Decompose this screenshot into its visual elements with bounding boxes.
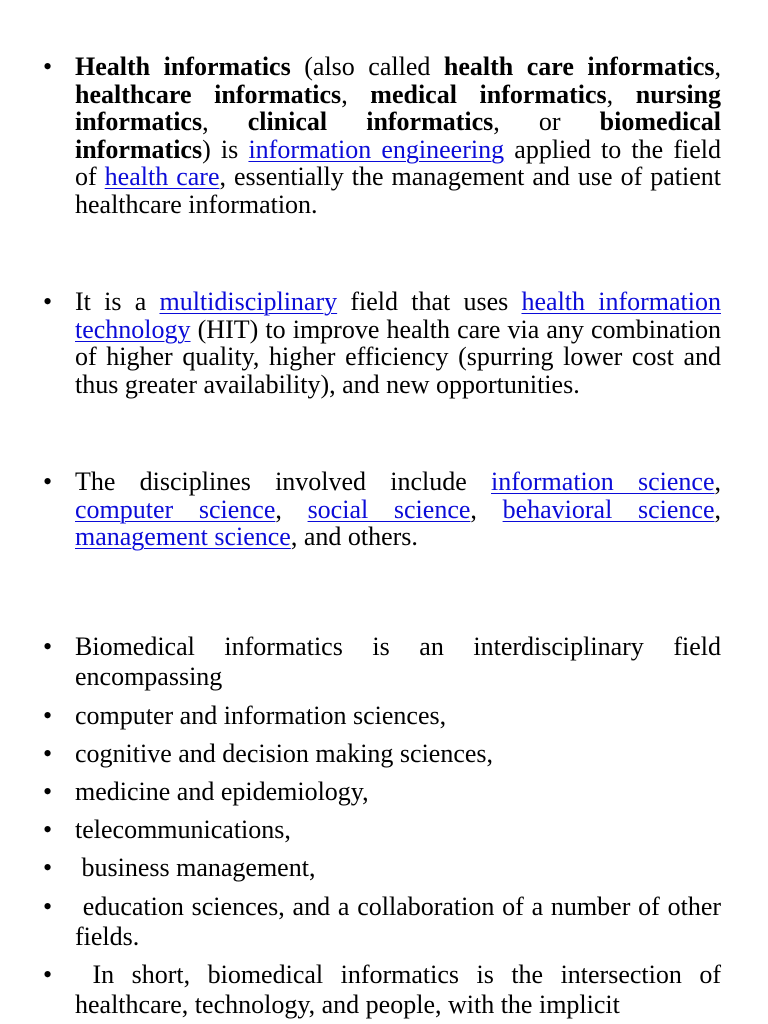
list-item-text: medicine and epidemiology, [75,777,369,806]
list-item-text: business management, [75,853,316,882]
term-biomedical-informatics: biomedical informatics [75,107,721,164]
term-health-informatics: Health informatics [75,52,291,81]
list-item [43,892,728,952]
bullet-icon: • [43,701,53,730]
link-health-care[interactable]: health care [104,162,220,192]
term-health-care-informatics: health care informatics [443,52,715,81]
list-item-text: education sciences, and a collaboration of a number of other fields. [75,892,728,951]
list-item [43,632,721,692]
list-item [43,739,721,769]
term-nursing-informatics: nursing informatics [75,79,722,137]
paragraph-health-informatics-definition: • Health informatics (also called health care informatics, healthcare informatics, medical informatics, nursing informatics, clinical informatics, or biomedical informatics) is information engineering applied to the field of health care, essentially the management and use of patient healthcare information. [43,52,722,219]
paragraph-multidisciplinary-field: • It is a multidisciplinary field that uses health information technology (HIT) to improve health care via any combination of higher quality, higher efficiency (spurring lower cost and thus greater availability), and new opportunities. [43,287,721,399]
bullet-icon: • [43,467,53,496]
term-medical-informatics: medical informatics [370,79,607,109]
list-item [43,853,721,883]
paragraph-disciplines-involved: • The disciplines involved include information science, computer science, social science, behavioral science, management science, and others. [43,467,722,552]
bullet-icon: • [43,287,53,316]
link-behavioral-science[interactable]: behavioral science [502,494,715,524]
list-item-text: telecommunications, [75,815,291,844]
list-item [43,815,721,845]
term-healthcare-informatics: healthcare informatics [75,79,342,109]
list-item-text: computer and information sciences, [75,701,447,730]
list-item [43,777,721,807]
bullet-icon: • [43,853,53,882]
bullet-icon: • [43,815,53,844]
list-item [43,701,721,731]
list-item-text: In short, biomedical informatics is the intersection of healthcare, technology, and people, with the implicit [75,960,728,1019]
link-social-science[interactable]: social science [307,494,471,524]
term-clinical-informatics: clinical informatics [247,107,494,137]
bullet-icon: • [43,960,53,989]
bullet-icon: • [43,777,53,806]
list-item-text: Biomedical informatics is an interdisciplinary field encompassing [75,632,721,691]
link-computer-science[interactable]: computer science [75,494,276,524]
list-item [43,960,728,1020]
bullet-icon: • [43,739,53,768]
list-item-text: cognitive and decision making sciences, [75,739,494,768]
link-management-science[interactable]: management science [75,522,291,552]
link-information-engineering[interactable]: information engineering [248,134,505,164]
bullet-icon: • [43,52,53,81]
link-information-science[interactable]: information science [491,467,715,496]
bullet-icon: • [43,632,53,661]
bullet-icon: • [43,892,53,921]
link-health-information-technology[interactable]: health information technology [75,287,721,344]
link-multidisciplinary[interactable]: multidisciplinary [159,287,338,316]
